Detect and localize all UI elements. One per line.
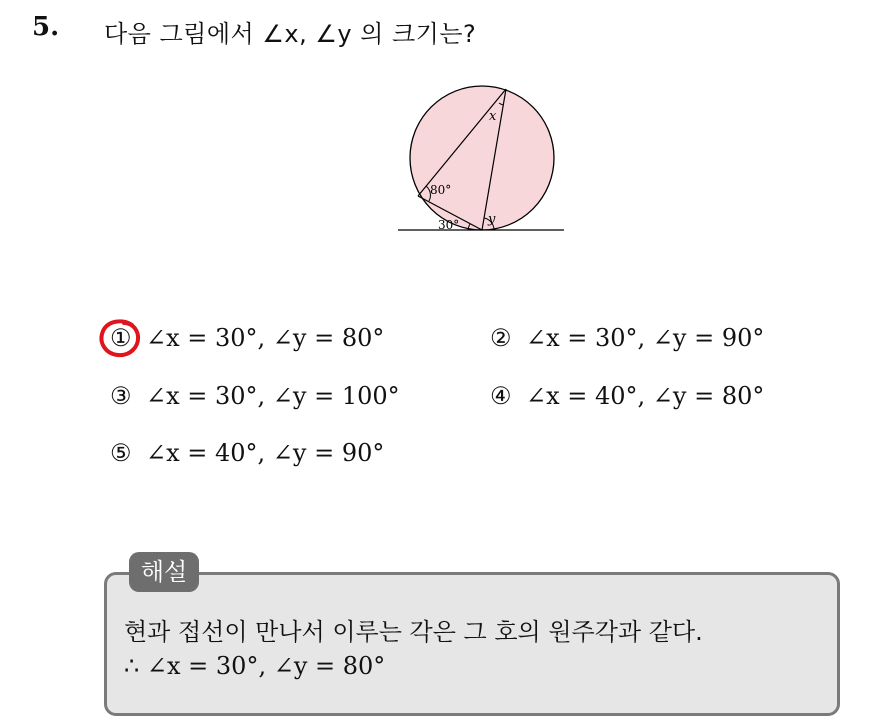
choice-5-text: ∠x = 40°, ∠y = 90° — [146, 439, 385, 467]
choice-2[interactable] — [490, 324, 764, 352]
choice-5-number: ⑤ — [110, 439, 132, 467]
circle — [410, 86, 554, 230]
circle-figure — [396, 78, 568, 236]
choice-3-number: ③ — [110, 382, 132, 410]
question-text: 다음 그림에서 ∠x, ∠y 의 크기는? — [104, 20, 477, 48]
choice-1-number: ① — [110, 324, 132, 352]
choice-2-number: ② — [490, 324, 512, 352]
choice-5[interactable] — [110, 439, 384, 467]
choice-4-text: ∠x = 40°, ∠y = 80° — [526, 382, 765, 410]
choice-1-text: ∠x = 30°, ∠y = 80° — [146, 324, 385, 352]
solution-tab: 해설 — [129, 552, 199, 592]
solution-line-1: 현과 접선이 만나서 이루는 각은 그 호의 원주각과 같다. — [124, 618, 703, 646]
label-x: x — [489, 109, 497, 124]
label-30: 30° — [438, 218, 460, 232]
label-y: y — [488, 212, 496, 227]
answer-circle-mark — [98, 317, 144, 359]
choice-2-text: ∠x = 30°, ∠y = 90° — [526, 324, 765, 352]
choice-4-number: ④ — [490, 382, 512, 410]
question-number: 5. — [32, 12, 60, 42]
choice-1[interactable] — [110, 324, 384, 352]
label-80: 80° — [430, 183, 452, 197]
solution-line-2: ∴ ∠x = 30°, ∠y = 80° — [124, 652, 386, 680]
choice-4[interactable] — [490, 382, 764, 410]
choice-3[interactable] — [110, 382, 400, 410]
choice-3-text: ∠x = 30°, ∠y = 100° — [146, 382, 400, 410]
